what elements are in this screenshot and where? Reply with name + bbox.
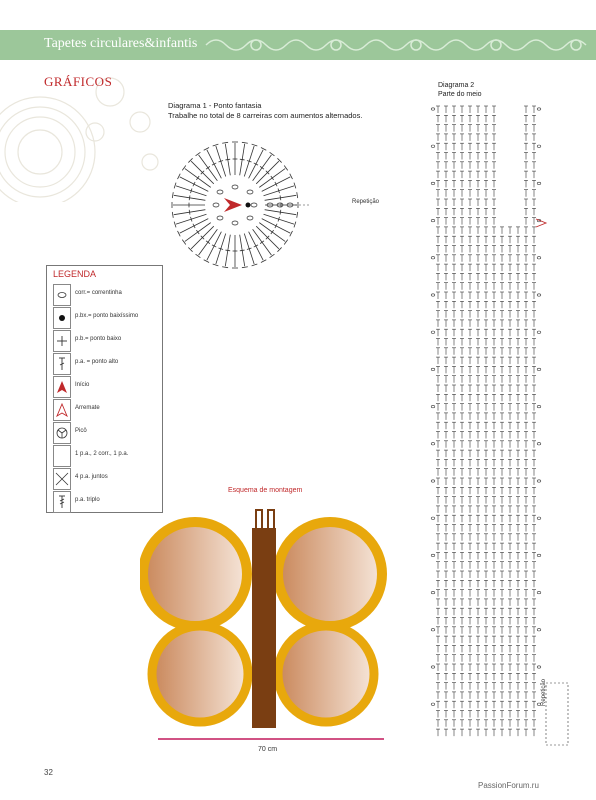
antenna-right (268, 510, 274, 530)
bottom-right-circle (278, 626, 374, 722)
legend-item: p.a. = ponto alto (53, 353, 159, 373)
legend-item: Picô (53, 422, 159, 442)
watermark: PassionForum.ru (478, 781, 539, 790)
diagram2-title: Diagrama 2 (438, 82, 475, 89)
dimension-label: 70 cm (258, 746, 278, 753)
slip-stitch-icon (55, 311, 69, 325)
diagram2-chart (428, 98, 578, 748)
legend-item: p.bx.= ponto baixíssimo (53, 307, 159, 327)
top-right-circle (278, 522, 382, 626)
single-crochet-icon (55, 334, 69, 348)
header-ornament (196, 30, 596, 60)
chain-icon (55, 288, 69, 302)
blank-icon (55, 449, 69, 463)
assembly-diagram (140, 506, 390, 746)
legend-item: p.a. triplo (53, 491, 159, 511)
antenna-left (256, 510, 262, 530)
legend-item: 1 p.a., 2 corr., 1 p.a. (53, 445, 159, 465)
picot-icon (55, 426, 69, 440)
diagram2-caption (438, 81, 482, 99)
diagram2-repeat-bracket (546, 683, 568, 745)
diagram1-caption (168, 101, 362, 121)
legend-box (46, 265, 163, 513)
legend-item: Início (53, 376, 159, 396)
bottom-left-circle (152, 626, 248, 722)
triple-crochet-icon (55, 495, 69, 509)
diagram2-repeat-label: Repetição (541, 678, 547, 706)
four-dc-together-icon (55, 472, 69, 486)
center-body (252, 528, 276, 728)
legend-item: corr.= correntinha (53, 284, 159, 304)
section-title: GRÁFICOS (44, 74, 113, 89)
start-arrow-icon (55, 380, 69, 394)
legend-item: 4 p.a. juntos (53, 468, 159, 488)
finish-arrow-icon (55, 403, 69, 417)
legend-item: Arremate (53, 399, 159, 419)
page-number: 32 (44, 768, 53, 777)
diagram2-subtitle: Parte do meio (438, 91, 482, 98)
legend-title: LEGENDA (53, 269, 97, 279)
assembly-title: Esquema de montagem (228, 487, 303, 494)
diagram1-chart (160, 130, 310, 280)
diagram1-subtitle: Trabalhe no total de 8 carreiras com aumentos alternados. (168, 111, 363, 120)
legend-item: p.b.= ponto baixo (53, 330, 159, 350)
diagram1-repeat-label: Repetição (352, 199, 380, 205)
double-crochet-icon (55, 357, 69, 371)
diagram1-title: Diagrama 1 - Ponto fantasia (168, 101, 262, 110)
header-title: Tapetes circulares&infantis (44, 36, 198, 51)
top-left-circle (143, 522, 247, 626)
